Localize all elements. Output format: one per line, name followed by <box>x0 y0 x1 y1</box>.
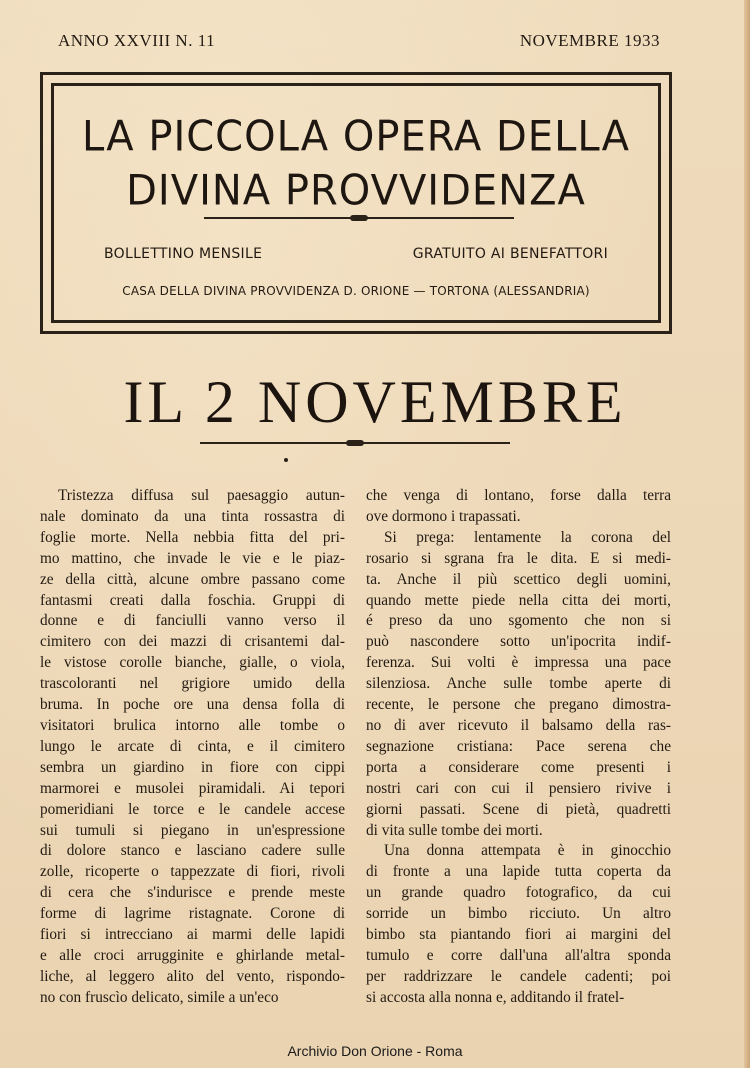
text-line: Tristezza diffusa sul paesaggio autun- <box>58 487 345 504</box>
article-right-column <box>366 486 671 1009</box>
text-line: trascoloranti nel grigiore umido della <box>40 675 345 693</box>
text-line: tumulo e corre dall'una all'altra sponda <box>366 946 671 964</box>
text-line: marmorei e musolei piramidali. Ai tepori <box>40 779 345 797</box>
text-line: di cera che s'indurisce e prende meste <box>40 884 345 902</box>
text-line: nostri cari con cui il pensiero rivive i <box>366 779 671 797</box>
text-line: le vistose corolle bianche, gialle, o viola, <box>40 654 345 672</box>
text-line: sorride un bimbo ricciuto. Un altro <box>366 905 671 923</box>
text-line: pomeridiani le torce e le candele accese <box>40 800 345 818</box>
masthead-title-line2: DIVINA PROVVIDENZA <box>126 166 586 216</box>
masthead-subtitle-left: BOLLETTINO MENSILE <box>104 246 263 262</box>
text-line: ze della città, alcune ombre passano come <box>40 570 345 588</box>
text-line: e alle croci arrugginite e ghirlande metal- <box>40 946 345 964</box>
text-line: Si prega: lentamente la corona del <box>384 528 671 546</box>
text-line: mo mattino, che invade le vie e le piaz- <box>40 549 345 567</box>
masthead-address: CASA DELLA DIVINA PROVVIDENZA D. ORIONE — TORTONA (ALESSANDRIA) <box>122 284 590 298</box>
text-line: che venga di lontano, forse dalla terra <box>366 487 671 504</box>
text-line: visitatori brulica intorno alle tombe o <box>40 716 345 734</box>
text-line: giorni passati. Scene di pietà, quadretti <box>366 800 671 818</box>
article-left-column <box>40 486 345 1009</box>
text-line: di fronte a una lapide tutta coperta da <box>366 863 671 881</box>
text-line: quando mette piede nella citta dei morti, <box>366 591 671 609</box>
text-line: bruma. In poche ore una densa folla di <box>40 696 345 714</box>
text-line: ta. Anche il più scettico degli uomini, <box>366 570 671 588</box>
masthead <box>40 72 672 334</box>
text-line: lungo le arcate di cinta, e il cimitero <box>40 737 345 755</box>
text-line: fantasmi creati dalla foschia. Gruppi di <box>40 591 345 609</box>
text-line: per raddrizzare le candele cadenti; poi <box>366 967 671 985</box>
masthead-ornament-dot <box>350 215 368 221</box>
text-line: no di aver ricevuto il balsamo della ras- <box>366 716 671 734</box>
text-line: bimbo sta piantando fiori ai margini del <box>366 926 671 944</box>
issue-number: ANNO XXVIII N. 11 <box>58 31 216 50</box>
text-line: può nascondere sotto un'ipocrita indif- <box>366 633 671 651</box>
masthead-inner-frame <box>51 83 661 323</box>
text-line: un grande quadro fotografico, da cui <box>366 884 671 902</box>
text-line: no con fruscìo delicato, simile a un'eco <box>40 988 279 1006</box>
masthead-subtitle-right: GRATUITO AI BENEFATTORI <box>412 246 608 262</box>
text-line: porta a considerare come presenti i <box>366 758 671 776</box>
text-line: é preso da uno sgomento che non si <box>366 612 671 630</box>
text-line: segnazione cristiana: Pace serena che <box>366 737 671 755</box>
text-line: nale dominato da una tinta rossastra di <box>40 507 345 525</box>
text-line: recente, le persone che pregano dimostra- <box>366 696 671 714</box>
text-line: liche, al leggero alito del vento, rispondo- <box>40 967 345 985</box>
text-line: silenziosa. Anche sulle tombe aperte di <box>366 675 671 693</box>
text-line: cimitero con dei mazzi di crisantemi dal- <box>40 633 345 651</box>
text-line: di vita sulle tombe dei morti. <box>366 821 543 839</box>
title-ornament-dot <box>346 440 364 446</box>
article-title: IL 2 NOVEMBRE <box>123 369 627 435</box>
text-line: sembra un giardino in fiore con cippi <box>40 758 345 776</box>
title-small-dot <box>284 458 288 462</box>
text-line: Una donna attempata è in ginocchio <box>384 842 671 860</box>
text-line: fiori si intrecciano ai marmi delle lapidi <box>40 926 345 944</box>
text-line: zolle, ricoperte o tappezzate di fiori, rivoli <box>40 863 345 881</box>
text-line: ferenza. Sui volti è impressa una pace <box>366 654 671 672</box>
text-line: forme di lagrime ristagnate. Corone di <box>40 905 345 923</box>
text-line: rosario si sgrana fra le dita. E si medi- <box>366 549 671 567</box>
issue-date: NOVEMBRE 1933 <box>519 31 660 50</box>
text-line: ove dormono i trapassati. <box>366 507 521 525</box>
page-edge <box>744 0 750 1068</box>
text-line: foglie morte. Nella nebbia fitta del pri- <box>40 528 345 546</box>
text-line: si accosta alla nonna e, additando il fratel- <box>366 988 625 1006</box>
masthead-title-line1: LA PICCOLA OPERA DELLA <box>82 112 630 162</box>
text-line: di dolore stanco e lasciano cadere sulle <box>40 842 345 860</box>
text-line: donne e di fanciulli vanno verso il <box>40 612 345 630</box>
archive-footer: Archivio Don Orione - Roma <box>287 1043 463 1059</box>
text-line: sui tumuli si piegano in un'espressione <box>40 821 345 839</box>
